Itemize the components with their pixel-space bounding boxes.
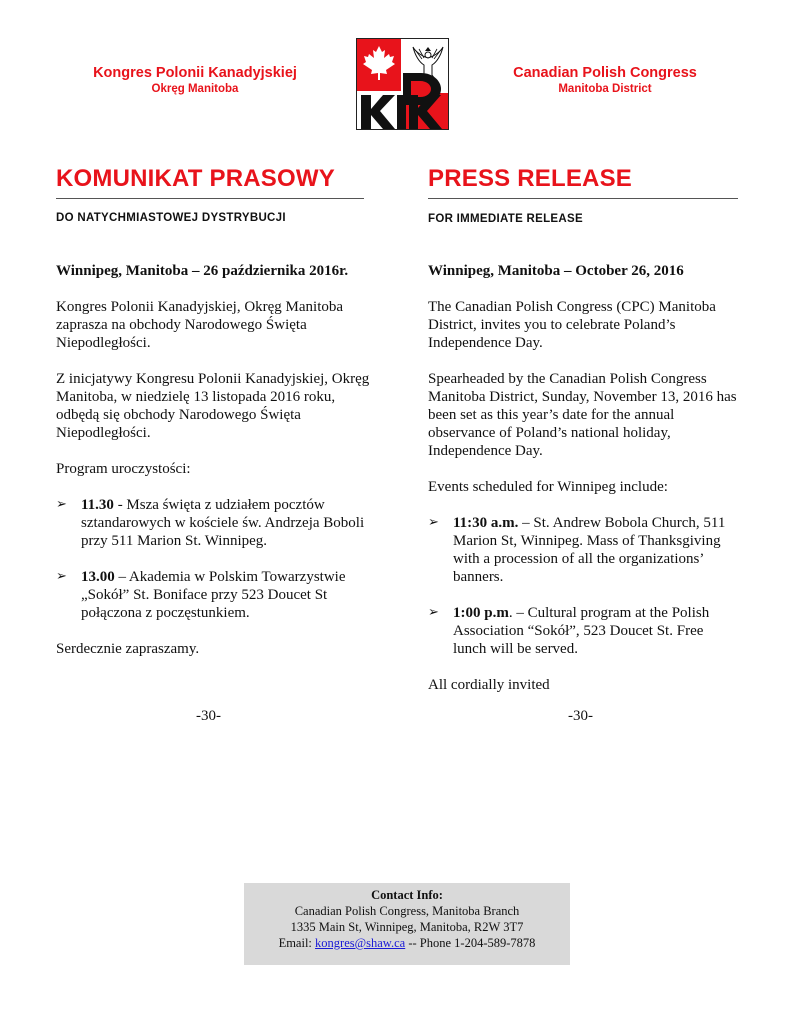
contact-organization: Canadian Polish Congress, Manitoba Branch — [294, 904, 520, 918]
phone-text: -- Phone 1-204-589-7878 — [405, 936, 536, 950]
kpk-logo-graphic — [357, 39, 448, 129]
contact-address: 1335 Main St, Winnipeg, Manitoba, R2W 3T7 — [290, 920, 524, 934]
event-item-polish-2 — [56, 568, 370, 622]
org-name-english — [470, 64, 740, 96]
rule-english — [428, 198, 738, 199]
dateline-english: Winnipeg, Manitoba – October 26, 2016 — [428, 263, 684, 279]
closing-polish: Serdecznie zapraszamy. — [56, 641, 200, 657]
paragraph-polish-2: Z inicjatywy Kongresu Polonii Kanadyjskiej, Okręg Manitoba, w niedzielę 13 listopada 2016 roku, odbędą się obchody Narodowego Święta Niepodległości. — [56, 371, 370, 441]
org-district-english: Manitoba District — [558, 83, 652, 95]
logo-letter-i — [397, 95, 406, 129]
closing-english: All cordially invited — [428, 677, 550, 693]
contact-heading: Contact Info: — [371, 888, 443, 902]
title-polish: KOMUNIKAT PRASOWY — [56, 165, 335, 192]
column-polish — [56, 262, 370, 658]
org-name-polish — [60, 64, 330, 96]
rule-polish — [56, 198, 364, 199]
event-item-english-2 — [428, 604, 738, 658]
event-text: . – Cultural program at the Polish Association “Sokół”, 523 Doucet St. Free lunch will be served. — [453, 605, 710, 657]
program-heading-english: Events scheduled for Winnipeg include: — [428, 479, 668, 495]
subtitle-polish: DO NATYCHMIASTOWEJ DYSTRYBUCJI — [56, 212, 286, 224]
arrow-bullet-icon: ➢ — [428, 515, 439, 530]
paragraph-polish-1: Kongres Polonii Kanadyjskiej, Okręg Manitoba zaprasza na obchody Narodowego Święta Niepodległości. — [56, 299, 344, 351]
paragraph-english-2: Spearheaded by the Canadian Polish Congress Manitoba District, Sunday, November 13, 2016 has been set as this year’s date for the annual observance of Poland’s national holiday, Independence Day. — [428, 371, 737, 459]
arrow-bullet-icon: ➢ — [56, 497, 67, 512]
arrow-bullet-icon: ➢ — [428, 605, 439, 620]
contact-email-phone — [244, 935, 570, 951]
event-time: 11.30 — [81, 497, 114, 513]
logo-letter-k-left — [361, 95, 395, 129]
event-text: – St. Andrew Bobola Church, 511 Marion St, Winnipeg. Mass of Thanksgiving with a procession of all the organizations’ banners. — [453, 515, 726, 585]
event-item-polish-1 — [56, 496, 370, 550]
arrow-bullet-icon: ➢ — [56, 569, 67, 584]
event-text: - Msza święta z udziałem pocztów sztandarowych w kościele św. Andrzeja Boboli przy 511 Marion St. Winnipeg. — [81, 497, 365, 549]
event-time: 11:30 a.m. — [453, 515, 519, 531]
event-item-english-1 — [428, 514, 738, 586]
program-heading-polish: Program uroczystości: — [56, 461, 191, 477]
email-link[interactable]: kongres@shaw.ca — [315, 936, 406, 950]
subtitle-english: FOR IMMEDIATE RELEASE — [428, 213, 583, 225]
contact-info-box — [244, 883, 570, 965]
title-english: PRESS RELEASE — [428, 165, 632, 192]
paragraph-english-1: The Canadian Polish Congress (CPC) Manitoba District, invites you to celebrate Poland’s Independence Day. — [428, 299, 716, 351]
event-time: 13.00 — [81, 569, 115, 585]
org-title-polish: Kongres Polonii Kanadyjskiej — [93, 65, 297, 81]
end-mark-polish: -30- — [196, 708, 221, 724]
event-text: – Akademia w Polskim Towarzystwie „Sokół” St. Boniface przy 523 Doucet St połączona z poczęstunkiem. — [81, 569, 346, 621]
email-label: Email: — [278, 936, 316, 950]
org-district-polish: Okręg Manitoba — [151, 83, 239, 95]
column-english — [428, 262, 738, 694]
org-title-english: Canadian Polish Congress — [513, 65, 697, 81]
kpk-logo — [356, 38, 449, 130]
event-time: 1:00 p.m — [453, 605, 509, 621]
dateline-polish: Winnipeg, Manitoba – 26 października 2016r. — [56, 263, 349, 279]
end-mark-english: -30- — [568, 708, 593, 724]
